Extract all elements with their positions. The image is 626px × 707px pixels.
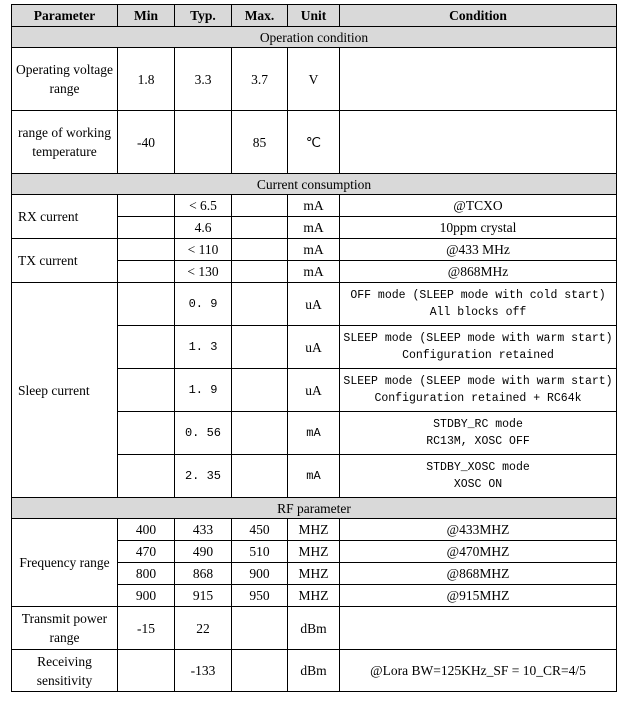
min-cell bbox=[118, 369, 175, 412]
condition-line: Configuration retained + RC64k bbox=[374, 392, 582, 405]
condition-cell: @868MHz bbox=[340, 261, 617, 283]
header-parameter: Parameter bbox=[12, 5, 118, 27]
condition-cell: 10ppm crystal bbox=[340, 217, 617, 239]
max-cell bbox=[232, 326, 288, 369]
typ-cell: 1. 3 bbox=[175, 326, 232, 369]
min-cell: -40 bbox=[118, 111, 175, 174]
unit-cell: uA bbox=[288, 326, 340, 369]
typ-cell: 868 bbox=[175, 563, 232, 585]
typ-cell: 22 bbox=[175, 607, 232, 650]
condition-line: OFF mode (SLEEP mode with cold start) bbox=[350, 289, 606, 302]
table-row bbox=[12, 650, 617, 692]
header-typ: Typ. bbox=[175, 5, 232, 27]
condition-line: STDBY_XOSC mode bbox=[426, 461, 530, 474]
unit-cell: mA bbox=[288, 217, 340, 239]
condition-cell bbox=[340, 607, 617, 650]
table-row bbox=[12, 195, 617, 217]
typ-cell: 3.3 bbox=[175, 48, 232, 111]
typ-cell: 433 bbox=[175, 519, 232, 541]
min-cell: 900 bbox=[118, 585, 175, 607]
condition-line: All blocks off bbox=[429, 306, 527, 319]
max-cell: 950 bbox=[232, 585, 288, 607]
unit-cell: mA bbox=[288, 455, 340, 498]
unit-cell: MHZ bbox=[288, 541, 340, 563]
unit-cell: MHZ bbox=[288, 563, 340, 585]
typ-cell: 490 bbox=[175, 541, 232, 563]
param-cell: Receiving sensitivity bbox=[12, 650, 118, 692]
param-cell: Operating voltage range bbox=[12, 48, 118, 111]
section-title: RF parameter bbox=[12, 498, 617, 519]
unit-cell: mA bbox=[288, 195, 340, 217]
max-cell: 900 bbox=[232, 563, 288, 585]
table-row bbox=[12, 283, 617, 326]
section-current bbox=[12, 174, 617, 195]
condition-cell: @433MHZ bbox=[340, 519, 617, 541]
unit-cell: mA bbox=[288, 239, 340, 261]
param-cell: Sleep current bbox=[12, 283, 118, 498]
unit-cell: MHZ bbox=[288, 519, 340, 541]
min-cell: 800 bbox=[118, 563, 175, 585]
typ-cell: < 130 bbox=[175, 261, 232, 283]
min-cell: 470 bbox=[118, 541, 175, 563]
max-cell bbox=[232, 283, 288, 326]
table-row bbox=[12, 48, 617, 111]
condition-cell bbox=[340, 369, 617, 412]
typ-cell: 4.6 bbox=[175, 217, 232, 239]
typ-cell: 915 bbox=[175, 585, 232, 607]
max-cell bbox=[232, 455, 288, 498]
condition-cell: @470MHZ bbox=[340, 541, 617, 563]
section-operation bbox=[12, 27, 617, 48]
min-cell bbox=[118, 650, 175, 692]
min-cell: -15 bbox=[118, 607, 175, 650]
max-cell: 3.7 bbox=[232, 48, 288, 111]
typ-cell: 0. 56 bbox=[175, 412, 232, 455]
param-cell: Frequency range bbox=[12, 519, 118, 607]
condition-line: XOSC ON bbox=[453, 478, 503, 491]
condition-cell: @915MHZ bbox=[340, 585, 617, 607]
min-cell bbox=[118, 283, 175, 326]
unit-cell: uA bbox=[288, 283, 340, 326]
condition-cell bbox=[340, 326, 617, 369]
unit-cell: mA bbox=[288, 412, 340, 455]
table-row bbox=[12, 239, 617, 261]
unit-cell: V bbox=[288, 48, 340, 111]
max-cell bbox=[232, 239, 288, 261]
typ-cell: < 110 bbox=[175, 239, 232, 261]
condition-line: SLEEP mode (SLEEP mode with warm start) bbox=[343, 332, 613, 345]
section-rf bbox=[12, 498, 617, 519]
header-max: Max. bbox=[232, 5, 288, 27]
condition-line: STDBY_RC mode bbox=[433, 418, 523, 431]
min-cell bbox=[118, 412, 175, 455]
max-cell bbox=[232, 650, 288, 692]
max-cell bbox=[232, 607, 288, 650]
condition-line: RC13M, XOSC OFF bbox=[426, 435, 530, 448]
table-row bbox=[12, 607, 617, 650]
max-cell: 85 bbox=[232, 111, 288, 174]
condition-cell bbox=[340, 283, 617, 326]
min-cell: 1.8 bbox=[118, 48, 175, 111]
param-cell: Transmit power range bbox=[12, 607, 118, 650]
header-min: Min bbox=[118, 5, 175, 27]
unit-cell: mA bbox=[288, 261, 340, 283]
header-unit: Unit bbox=[288, 5, 340, 27]
table-row bbox=[12, 519, 617, 541]
unit-cell: MHZ bbox=[288, 585, 340, 607]
table-row bbox=[12, 111, 617, 174]
condition-cell bbox=[340, 455, 617, 498]
param-cell: TX current bbox=[12, 239, 118, 283]
max-cell bbox=[232, 412, 288, 455]
spec-table bbox=[11, 4, 617, 692]
min-cell bbox=[118, 455, 175, 498]
unit-cell: uA bbox=[288, 369, 340, 412]
typ-cell: -133 bbox=[175, 650, 232, 692]
min-cell bbox=[118, 326, 175, 369]
condition-cell: @433 MHz bbox=[340, 239, 617, 261]
min-cell bbox=[118, 195, 175, 217]
max-cell bbox=[232, 195, 288, 217]
max-cell bbox=[232, 369, 288, 412]
min-cell bbox=[118, 261, 175, 283]
min-cell bbox=[118, 239, 175, 261]
condition-cell bbox=[340, 412, 617, 455]
condition-cell: @TCXO bbox=[340, 195, 617, 217]
header-condition: Condition bbox=[340, 5, 617, 27]
section-title: Current consumption bbox=[12, 174, 617, 195]
unit-cell: ℃ bbox=[288, 111, 340, 174]
max-cell bbox=[232, 217, 288, 239]
param-cell: RX current bbox=[12, 195, 118, 239]
condition-cell: @868MHZ bbox=[340, 563, 617, 585]
condition-cell bbox=[340, 48, 617, 111]
condition-line: Configuration retained bbox=[402, 349, 554, 362]
typ-cell: 2. 35 bbox=[175, 455, 232, 498]
unit-cell: dBm bbox=[288, 607, 340, 650]
max-cell bbox=[232, 261, 288, 283]
typ-cell: 1. 9 bbox=[175, 369, 232, 412]
typ-cell: 0. 9 bbox=[175, 283, 232, 326]
max-cell: 450 bbox=[232, 519, 288, 541]
param-cell: range of working temperature bbox=[12, 111, 118, 174]
section-title: Operation condition bbox=[12, 27, 617, 48]
condition-line: SLEEP mode (SLEEP mode with warm start) bbox=[343, 375, 613, 388]
max-cell: 510 bbox=[232, 541, 288, 563]
typ-cell: < 6.5 bbox=[175, 195, 232, 217]
min-cell bbox=[118, 217, 175, 239]
typ-cell bbox=[175, 111, 232, 174]
condition-cell bbox=[340, 111, 617, 174]
header-row bbox=[12, 5, 617, 27]
unit-cell: dBm bbox=[288, 650, 340, 692]
min-cell: 400 bbox=[118, 519, 175, 541]
condition-cell: @Lora BW=125KHz_SF = 10_CR=4/5 bbox=[340, 650, 617, 692]
